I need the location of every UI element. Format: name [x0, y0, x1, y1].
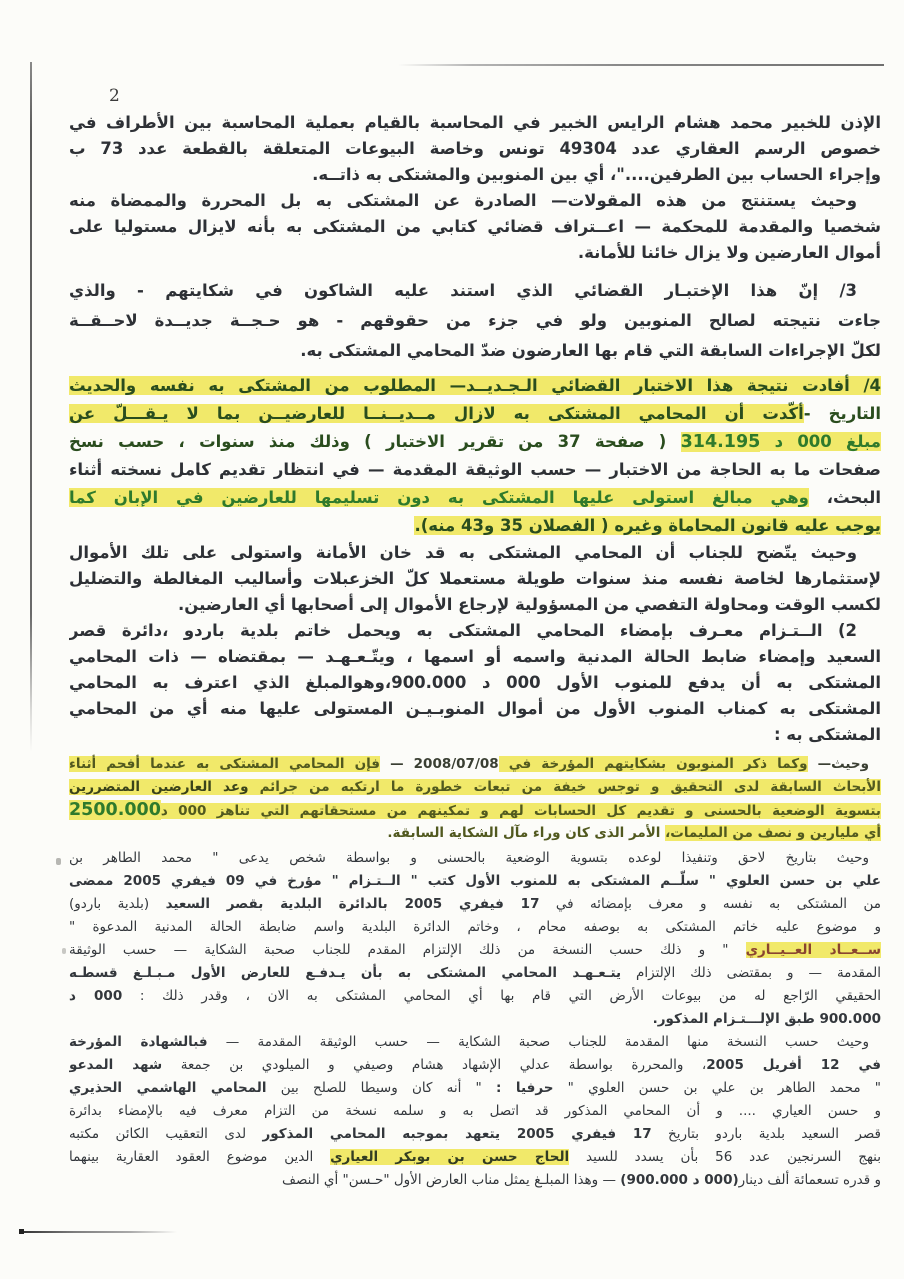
text-line — [69, 893, 881, 916]
text-segment: المشتكى به : — [773, 725, 881, 744]
highlighted-text: 314.195 — [680, 432, 761, 452]
highlighted-text: الأبحاث السابقة لدى التحقيق و توجس خيفة من تبعات خطورة ما ارتكبه من جرائم — [248, 779, 881, 795]
text-segment: لكلّ الإجراءات السابقة التي قام بها العارضون ضدّ المحامي المشتكى به. — [300, 341, 881, 360]
text-segment: ( صفحة 37 من تقرير الاختبار ) وذلك منذ سنوات ، حسب نسخ — [69, 432, 681, 451]
text-segment: من المشتكى به نفسه و معرف بإمضائه في — [539, 896, 881, 912]
text-segment: ، والمحررة بواسطة عدلي الإشهاد هشام وصيفي و الميلودي بن جمعة — [162, 1057, 707, 1073]
text-segment: البحث، — [808, 488, 881, 507]
text-line — [69, 566, 881, 592]
text-segment: يتعهد بموجبه المحامي المذكور — [262, 1126, 517, 1142]
text-line — [69, 136, 881, 162]
scan-top-rule — [398, 64, 884, 66]
text-line — [69, 1054, 881, 1077]
highlighted-text: 2500.000 — [69, 800, 161, 820]
text-line — [69, 939, 881, 962]
text-segment: الأمر الذى كان وراء مآل الشكاية السابقة. — [387, 825, 666, 841]
text-line — [69, 776, 881, 799]
text-line — [69, 916, 881, 939]
text-segment: وحيث يستنتج من هذه المقولات— الصادرة عن المشتكى به بل المحررة والممضاة منه — [69, 191, 857, 210]
text-line — [69, 214, 881, 240]
text-line — [69, 985, 881, 1008]
text-line — [69, 722, 881, 748]
text-segment: الإذن للخبير محمد هشام الرايس الخبير في المحاسبة بالقيام بعملية المحاسبة بين الأطراف في — [69, 113, 881, 132]
text-line — [69, 336, 881, 366]
text-segment: (000 د 900.000) — [620, 1172, 739, 1188]
text-segment: وحيث بتاريخ لاحق وتنفيذا لوعده بتسوية الوضعية بالحسنى و بواسطة شخص يدعى " محمد الطاهر بن — [69, 850, 869, 866]
text-line — [69, 188, 881, 214]
text-segment: — وهذا المبلـغ يمثل مناب العارض الأول "حـسن" أي النصف — [281, 1172, 621, 1188]
text-line — [69, 162, 881, 188]
text-segment: جاءت نتيجته لصالح المنوبين ولو في جزء من حقوقهم - هو حـجــة جديــدة لاحــقــة — [69, 311, 881, 330]
text-segment: صفحات ما به الحاجة من الاختبار — حسب الوثيقة المقدمة — في انتظار تقديم كامل نسخته أثناء — [69, 460, 881, 479]
text-segment: خصوص الرسم العقاري عدد 49304 تونس وخاصة البيوعات المتعلقة بالقطعة عدد 73 ب — [69, 139, 881, 158]
page-number: 2 — [109, 86, 120, 106]
text-segment: و موضوع عليه خاتم المشتكى به بوصفه محام ، وخاتم الدائرة البلدية واسم ضابطة الحالة المدنية المدعوة " — [69, 919, 881, 935]
text-segment: قصر السعيد بلدية باردو بتاريخ — [651, 1126, 881, 1142]
text-segment: بنهج السرنجين عدد 56 بأن يسدد للسيد — [569, 1149, 881, 1165]
text-segment: شهد المدعو — [69, 1057, 163, 1073]
text-segment: وحيث— — [807, 756, 870, 772]
text-segment: شخصيا والمقدمة للمحكمة — اعــتراف قضائي كتابي من المشتكى به بأنه لايزال مستوليا على — [69, 217, 881, 236]
text-segment: التاريخ - — [803, 404, 881, 423]
text-segment: ممضى — [69, 873, 124, 889]
highlighted-text: بتسوية الوضعية بالحسنى و تقديم كل الحسابات لهم و تمكينهم من مستحقاتهم التي تناهز 000 د — [160, 803, 881, 819]
text-line — [69, 644, 881, 670]
text-segment: حرفيا : — [495, 1080, 554, 1096]
text-segment: لكسب الوقت ومحاولة التفصي من المسؤولية لإرجاع الأموال إلى أصحابها أي العارضين. — [177, 595, 881, 614]
text-segment: 900.000 — [819, 1011, 881, 1027]
text-line — [69, 428, 881, 456]
text-segment: السعيد وإمضاء ضابط الحالة المدنية واسمه أو اسمها ، ويتّـعـهـد — بمقتضاه — ذات المحامي — [69, 647, 881, 666]
text-line — [69, 822, 881, 845]
text-line — [69, 512, 881, 540]
text-segment: و حسن العياري .... و أن المحامي المذكور قد اتصل به و سلمه نسخة من التزام معرف فيه بالإمضاء بدائرة — [69, 1103, 881, 1119]
text-line — [69, 847, 881, 870]
text-line — [69, 962, 881, 985]
text-line — [69, 540, 881, 566]
highlighted-text: وعد العارضين المتضررين — [69, 779, 249, 795]
highlighted-text: أي مليارين و نصف من المليمات، — [665, 825, 881, 841]
text-line — [69, 1077, 881, 1100]
scan-left-rule — [30, 62, 32, 752]
text-line — [69, 1146, 881, 1169]
text-line — [69, 753, 881, 776]
text-segment: المقدمة — و بمقتضى ذلك الإلتزام — [621, 965, 881, 981]
text-line — [69, 240, 881, 266]
text-line — [69, 306, 881, 336]
text-line — [69, 1008, 881, 1031]
text-segment: " أنه كان وسيطا للصلح بين — [266, 1080, 496, 1096]
text-segment: 000 د — [69, 988, 123, 1004]
text-segment: المشتكى به أن يدفع للمنوب الأول 000 د 900.000،وهوالمبلغ الذي اعترف به المحامي — [69, 673, 881, 692]
text-segment: فبالشهادة المؤرخة — [69, 1034, 208, 1050]
text-line — [69, 1169, 881, 1192]
text-segment: 2008/07/08 — — [380, 756, 499, 772]
text-line — [69, 870, 881, 893]
text-segment: الدين موضوع العقود العقارية بينهما — [69, 1149, 331, 1165]
highlighted-text: الحاج حسن بن بوبكر العياري — [330, 1149, 570, 1165]
text-line — [69, 456, 881, 484]
text-segment: 09 فيفري 2005 — [123, 873, 245, 889]
scan-artifact-speck — [62, 948, 66, 954]
text-segment: لإستثمارها لخاصة نفسه منذ سنوات طويلة مستعملا كلّ الخزعبلات وأساليب المغالطة والتضليل — [69, 569, 881, 588]
scan-bottom-dot — [19, 1229, 24, 1234]
text-segment: علي بن حسن العلوي " سلّــم المشتكى به للمنوب الأول كتب " الــتـزام " مؤرخ في — [244, 873, 881, 889]
highlighted-text: 4/ أفادت نتيجة هذا الاختبار القضائي الـجـديــد— المطلوب من المشتكى به نفسه والحديث — [69, 376, 881, 395]
text-segment: الحقيقي الرّاجع له من بيوعات الأرض التي قام بها أي المحامي المشتكى به الان ، وقدر ذلك : — [122, 988, 881, 1004]
text-segment: 17 فيفري 2005 — [516, 1126, 652, 1142]
text-line — [69, 696, 881, 722]
text-segment: لدى التعقيب الكائن مكتبه — [69, 1126, 263, 1142]
text-segment: طبق الإلـــتـزام المذكور. — [652, 1011, 820, 1027]
text-line — [69, 1031, 881, 1054]
highlighted-text: فإن المحامي المشتكى به عندما أفحم أثناء — [69, 756, 381, 772]
text-segment: المشتكى به كمناب المنوب الأول من أموال المنوبـيـن المستولى عليها منه أي من المحامي — [69, 699, 881, 718]
text-line — [69, 799, 881, 822]
text-segment: وإجراء الحساب بين الطرفين...."، أي بين المنوبين والمشتكى به ذاتــه. — [312, 165, 881, 184]
highlighted-text: مبلغ 000 د — [760, 432, 881, 451]
scan-artifact-speck — [56, 858, 61, 865]
text-segment: في 12 أفريل 2005 — [706, 1057, 881, 1073]
text-segment: المحامي الهاشمي الحذيري — [69, 1080, 267, 1096]
text-line — [69, 592, 881, 618]
highlighted-text: وكما ذكر المنوبون بشكايتهم المؤرخة في — [498, 756, 808, 772]
text-segment: " و ذلك حسب النسخة من ذلك الإلتزام المقدم للجناب صحبة الشكاية — حسب الوثيقة — [69, 942, 746, 958]
text-segment: 2) الــتـزام معـرف بإمضاء المحامي المشتكى به ويحمل خاتم بلدية باردو ،دائرة قصر — [69, 621, 857, 640]
highlighted-text: ســعــاد العــيــاري — [745, 942, 881, 958]
text-line — [69, 1123, 881, 1146]
highlighted-text: وهي مبالغ استولى عليها المشتكى به دون تسليمها للعارضين في الإبان كما — [69, 488, 809, 507]
text-segment: " محمد الطاهر بن علي بن حسن العلوي " — [553, 1080, 881, 1096]
text-segment: و قدره تسعمائة ألف دينار — [738, 1172, 881, 1188]
scan-bottom-rule — [19, 1231, 177, 1233]
highlighted-text: يوجب عليه قانون المحاماة وغيره ( الفصلان 35 و43 منه). — [414, 516, 881, 535]
text-segment: 17 فيفري 2005 — [404, 896, 540, 912]
text-line — [69, 618, 881, 644]
highlighted-text: أكّدت أن المحامي المشتكى به لازال مــديــنــا للعارضيــن بما لا يـقـــلّ عن — [69, 404, 804, 423]
text-line — [69, 400, 881, 428]
text-segment: يتـعـهـد المحامي المشتكى به بأن يـدفـع للعارض الأول مـبـلـغ قسطـه — [69, 965, 622, 981]
text-line — [69, 372, 881, 400]
text-segment: (بلدية باردو) — [69, 896, 166, 912]
text-line — [69, 110, 881, 136]
text-line — [69, 1100, 881, 1123]
text-segment: بالدائرة البلدية بقصر السعيد — [165, 896, 405, 912]
text-line — [69, 670, 881, 696]
document-lines — [69, 110, 881, 1192]
text-line — [69, 484, 881, 512]
text-segment: أموال العارضين ولا يزال خائنا للأمانة. — [577, 243, 881, 262]
text-segment: 3/ إنّ هذا الإختبـار القضائي الذي استند عليه الشاكون في شكايتهم - والذي — [69, 281, 857, 300]
text-line — [69, 276, 881, 306]
text-segment: وحيث يتّضح للجناب أن المحامي المشتكى به قد خان الأمانة واستولى على تلك الأموال — [69, 543, 857, 562]
text-segment: وحيث حسب النسخة منها المقدمة للجناب صحبة الشكاية — حسب الوثيقة المقدمة — — [207, 1034, 869, 1050]
